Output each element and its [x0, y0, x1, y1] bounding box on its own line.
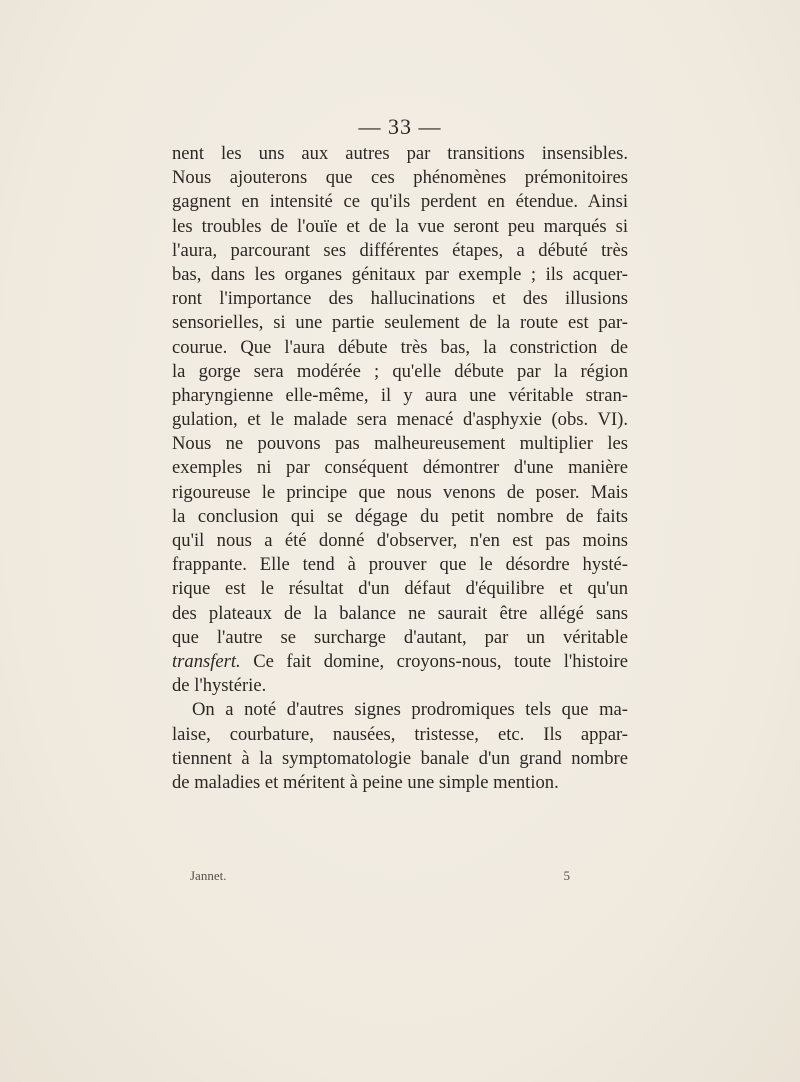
text-line: Nous ajouterons que ces phénomènes prémonitoires [172, 167, 628, 189]
text-line: de l'hystérie. [172, 675, 267, 697]
text-line: On a noté d'autres signes prodromiques tels que ma- [192, 699, 628, 721]
text-line: pharyngienne elle-même, il y aura une véritable stran- [172, 384, 628, 406]
page-number: — 33 — [358, 114, 442, 139]
text-line: gagnent en intensité ce qu'ils perdent en étendue. Ainsi [172, 191, 628, 213]
text-line: nent les uns aux autres par transitions insensibles. [172, 143, 628, 164]
sheet-number: 5 [563, 868, 570, 883]
text-line: gulation, et le malade sera menacé d'asphyxie (obs. VI). [172, 409, 628, 431]
text-line: que l'autre se surcharge d'autant, par un véritable [172, 626, 628, 648]
text-line: bas, dans les organes génitaux par exemple ; ils acquer- [172, 263, 628, 285]
text-line: ront l'importance des hallucinations et des illusions [172, 288, 628, 310]
text-line: de maladies et méritent à peine une simple mention. [172, 771, 559, 793]
text-line: la gorge sera modérée ; qu'elle débute par la région [172, 360, 628, 382]
text-line: frappante. Elle tend à prouver que le désordre hysté- [172, 554, 628, 576]
text-line: rique est le résultat d'un défaut d'équilibre et qu'un [172, 578, 628, 600]
signature-mark: Jannet. [190, 868, 227, 883]
text-line: courue. Que l'aura débute très bas, la constriction de [172, 336, 628, 358]
body-text [172, 142, 628, 795]
text-line: tiennent à la symptomatologie banale d'un grand nombre [172, 747, 628, 769]
text-line: qu'il nous a été donné d'observer, n'en est pas moins [172, 530, 628, 551]
text-line: l'aura, parcourant ses différentes étapes, a débuté très [172, 239, 628, 261]
text-line: rigoureuse le principe que nous venons de poser. Mais [172, 481, 628, 503]
italic-term: transfert. [172, 650, 241, 672]
text-line: sensorielles, si une partie seulement de la route est par- [172, 312, 628, 334]
text-line: des plateaux de la balance ne saurait être allégé sans [172, 602, 628, 624]
text-line: exemples ni par conséquent démontrer d'une manière [172, 457, 628, 479]
text-line: Nous ne pouvons pas malheureusement multiplier les [172, 433, 628, 455]
text-line: la conclusion qui se dégage du petit nombre de faits [172, 505, 628, 527]
text-line: les troubles de l'ouïe et de la vue seront peu marqués si [172, 215, 628, 237]
text-line: transfert. Ce fait domine, croyons-nous, toute l'histoire [172, 650, 628, 672]
text-line: laise, courbature, nausées, tristesse, etc. Ils appar- [172, 723, 628, 745]
